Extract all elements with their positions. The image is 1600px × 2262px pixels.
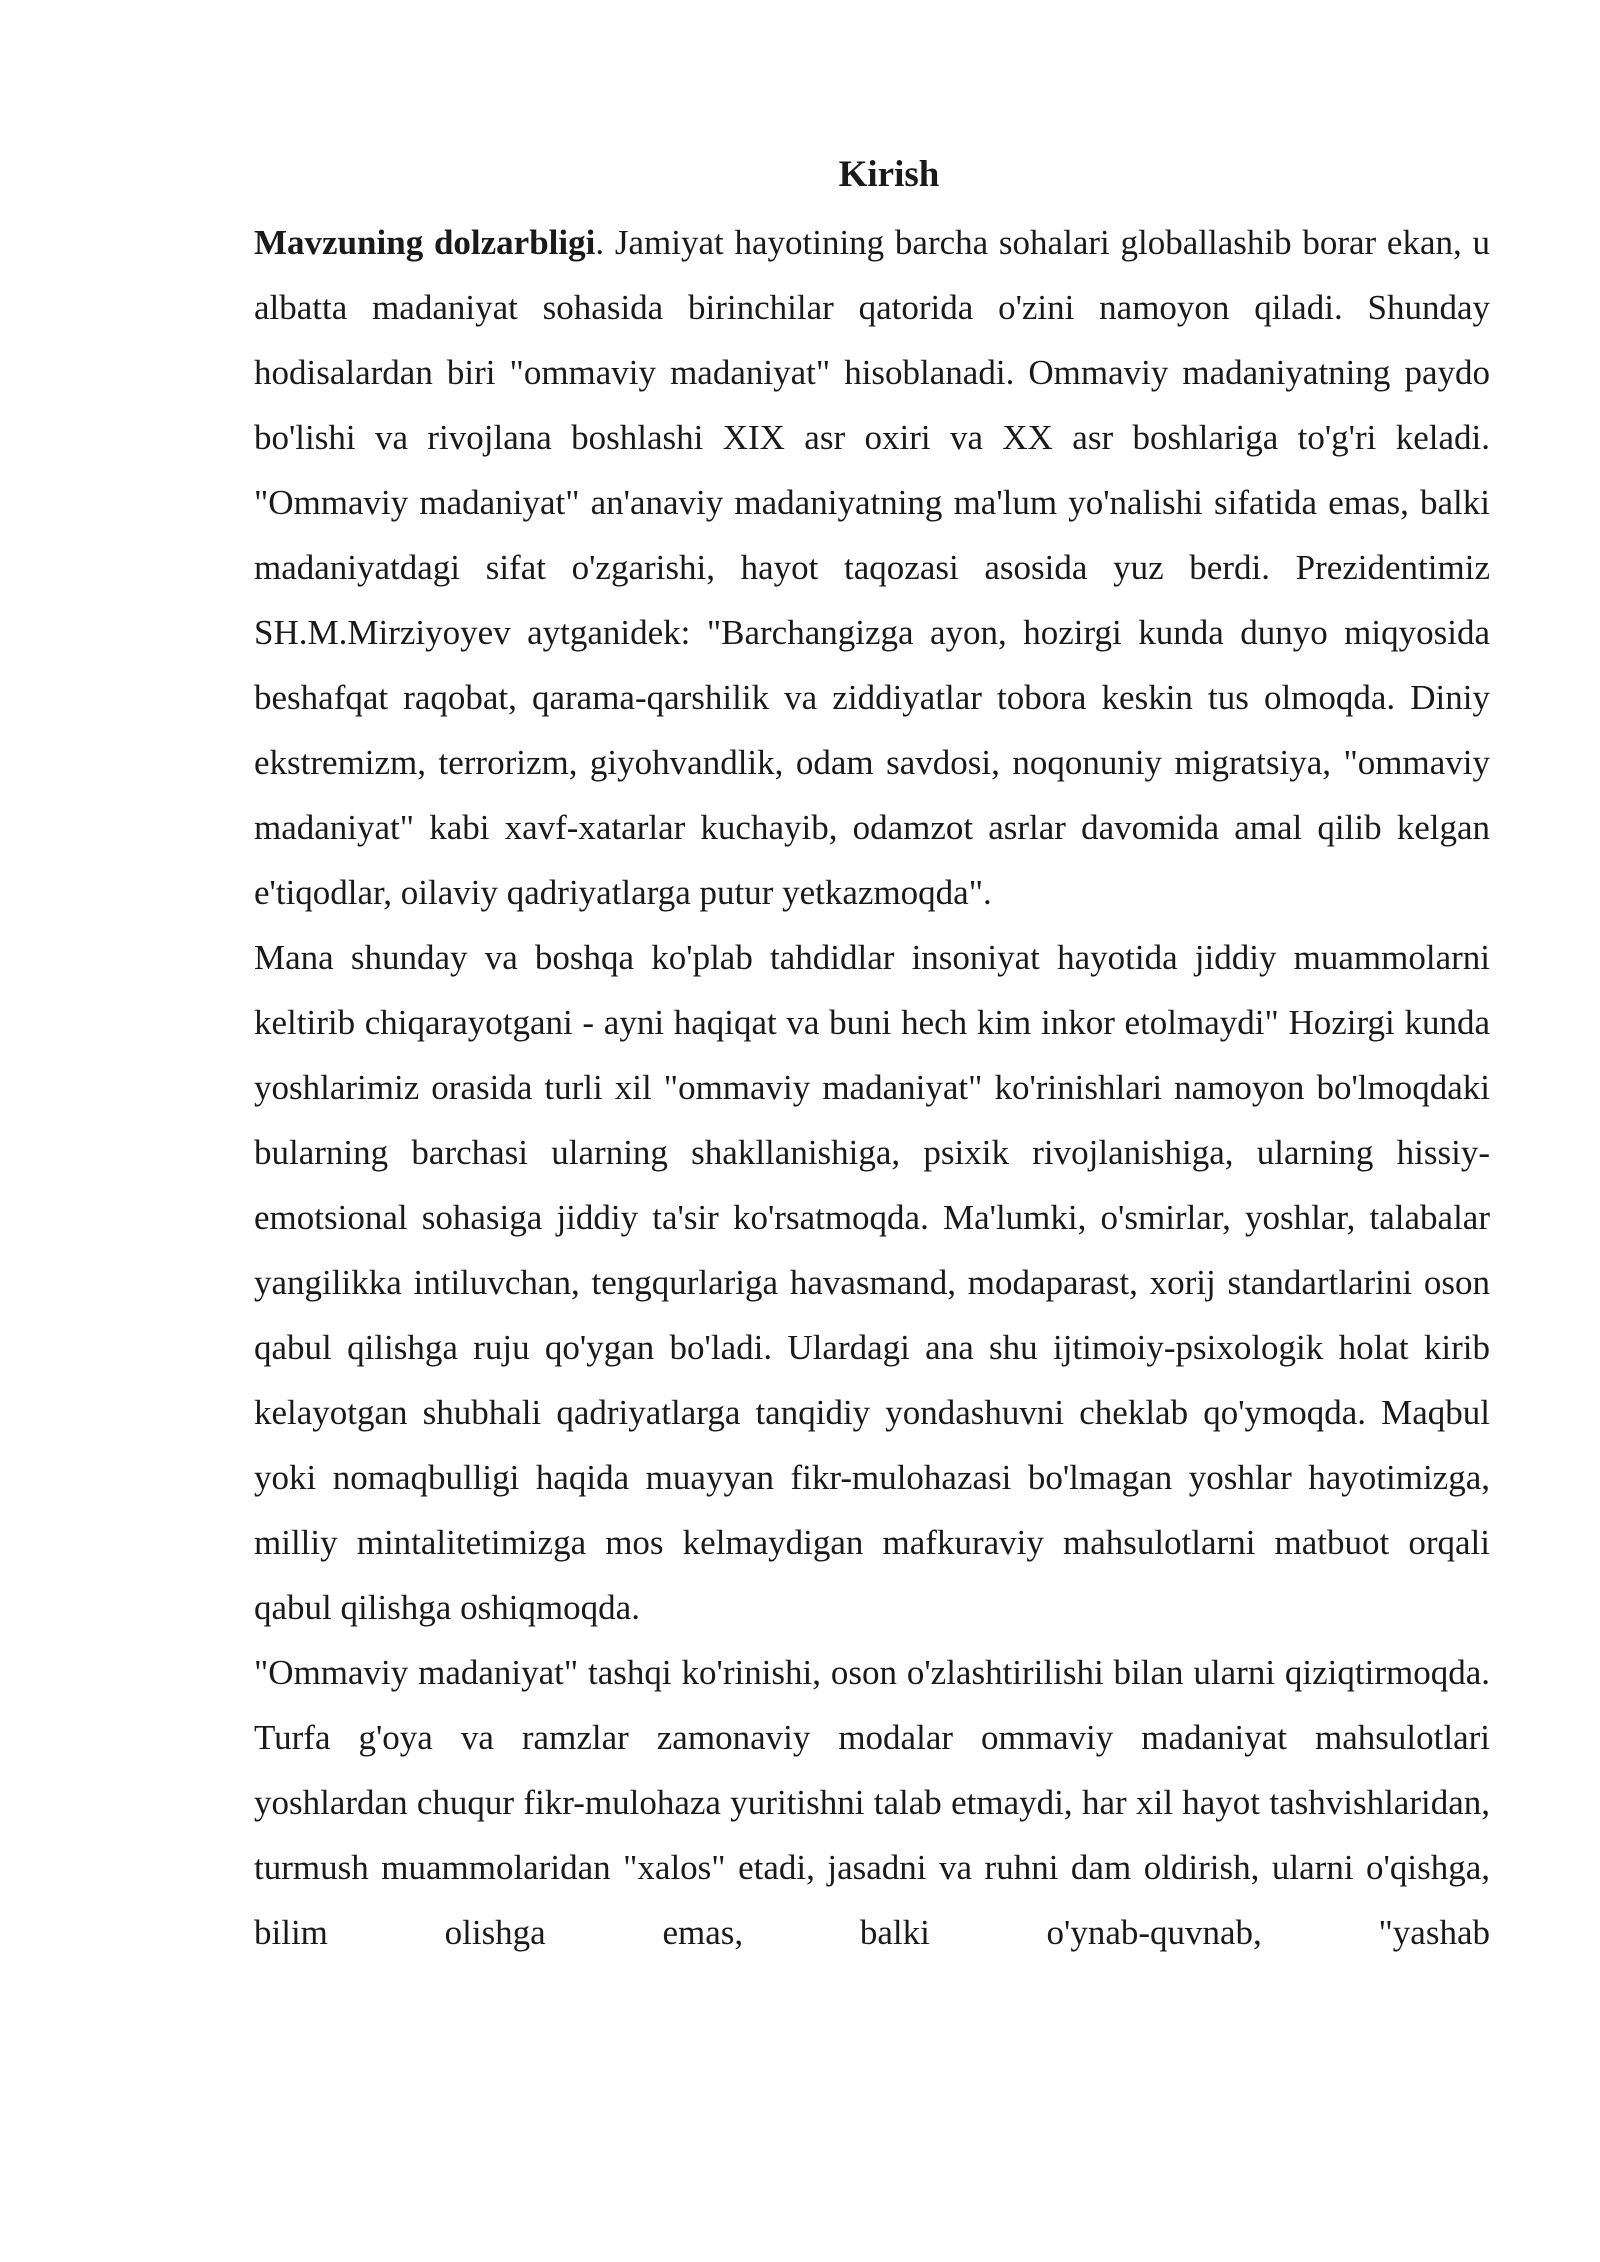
paragraph-relevance [254, 210, 1490, 925]
document-page [254, 140, 1490, 1965]
paragraph-lead: Mavzuning dolzarbligi [254, 223, 596, 262]
document-title: Kirish [838, 154, 940, 195]
paragraph-threats: Mana shunday va boshqa ko'plab tahdidlar insoniyat hayotida jiddiy muammolarni keltirib chiqarayotgani - ayni haqiqat va buni hech kim inkor etolmaydi" Hozirgi kunda yoshlarimiz orasida turli xil "ommaviy madaniyat" ko'rinishlari namoyon bo'lmoqdaki bularning barchasi ularning shakllanishiga, psixik rivojlanishiga, ularning hissiy-emotsional sohasiga jiddiy ta'sir ko'rsatmoqda. Ma'lumki, o'smirlar, yoshlar, talabalar yangilikka intiluvchan, tengqurlariga havasmand, modaparast, xorij standartlarini oson qabul qilishga ruju qo'ygan bo'ladi. Ulardagi ana shu ijtimoiy-psixologik holat kirib kelayotgan shubhali qadriyatlarga tanqidiy yondashuvni cheklab qo'ymoqda. Maqbul yoki nomaqbulligi haqida muayyan fikr-mulohazasi bo'lmagan yoshlar hayotimizga, milliy mintalitetimizga mos kelmaydigan mafkuraviy mahsulotlarni matbuot orqali qabul qilishga oshiqmoqda. [254, 938, 1490, 1627]
paragraph-text: . Jamiyat hayotining barcha sohalari globallashib borar ekan, u albatta madaniyat sohasida birinchilar qatorida o'zini namoyon qiladi. Shunday hodisalardan biri "ommaviy madaniyat" hisoblanadi. Ommaviy madaniyatning paydo bo'lishi va rivojlana boshlashi XIX asr oxiri va XX asr boshlariga to'g'ri keladi. "Ommaviy madaniyat" an'anaviy madaniyatning ma'lum yo'nalishi sifatida emas, balki madaniyatdagi sifat o'zgarishi, hayot taqozasi asosida yuz berdi. Prezidentimiz SH.M.Mirziyoyev aytganidek: "Barchangizga ayon, hozirgi kunda dunyo miqyosida beshafqat raqobat, qarama-qarshilik va ziddiyatlar tobora keskin tus olmoqda. Diniy ekstremizm, terrorizm, giyohvandlik, odam savdosi, noqonuniy migratsiya, "ommaviy madaniyat" kabi xavf-xatarlar kuchayib, odamzot asrlar davomida amal qilib kelgan e'tiqodlar, oilaviy qadriyatlarga putur yetkazmoqda". [254, 223, 1490, 912]
paragraph-mass-culture: "Ommaviy madaniyat" tashqi ko'rinishi, oson o'zlashtirilishi bilan ularni qiziqtirmoqda. Turfa g'oya va ramzlar zamonaviy modalar ommaviy madaniyat mahsulotlari yoshlardan chuqur fikr-mulohaza yuritishni talab etmaydi, har xil hayot tashvishlaridan, turmush muammolaridan "xalos" etadi, jasadni va ruhni dam oldirish, ularni o'qishga, bilim olishga emas, balki o'ynab-quvnab, "yashab [254, 1653, 1490, 1952]
